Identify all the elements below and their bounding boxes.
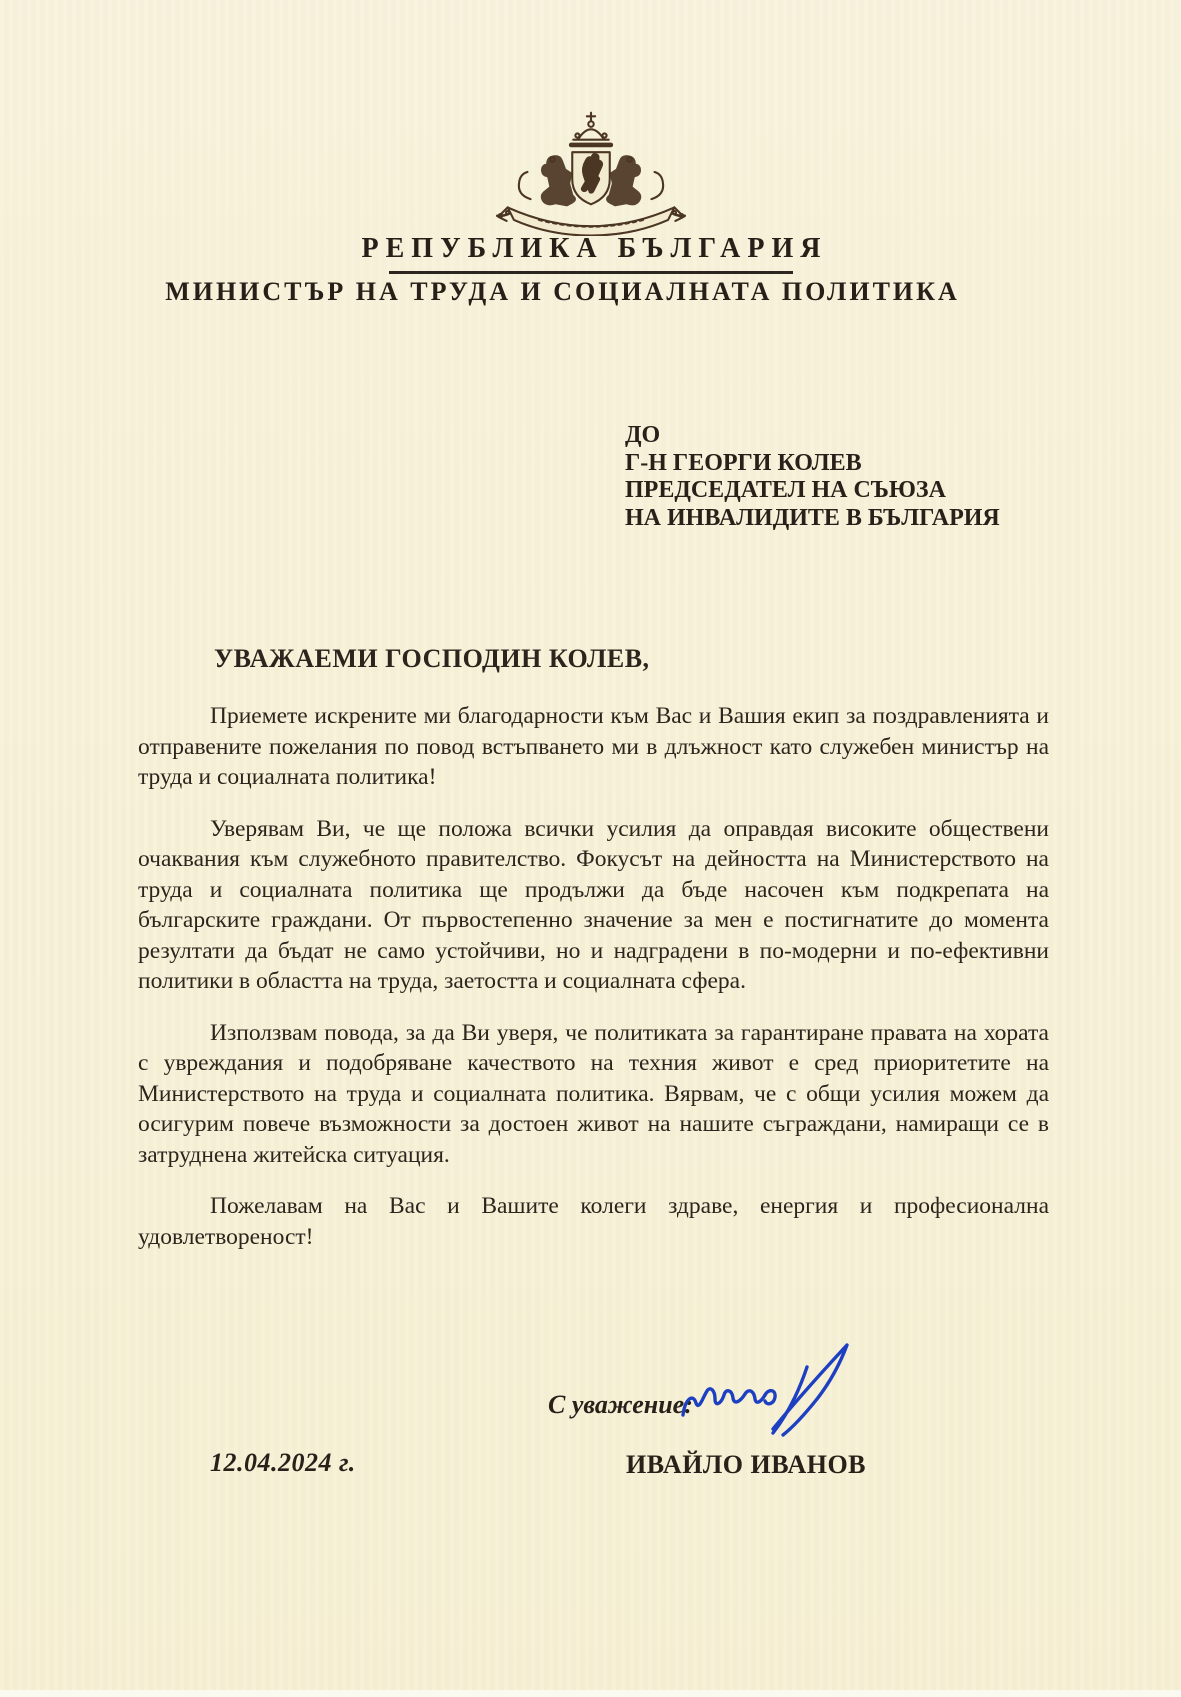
handwritten-signature-icon	[655, 1333, 867, 1451]
bulgarian-coat-of-arms-icon	[466, 108, 716, 236]
letter-date: 12.04.2024 г.	[210, 1448, 356, 1477]
recipient-line-name: Г-Н ГЕОРГИ КОЛЕВ	[625, 449, 862, 476]
signatory-name: ИВАЙЛО ИВАНОВ	[626, 1450, 867, 1479]
recipient-line-title2: НА ИНВАЛИДИТЕ В БЪЛГАРИЯ	[625, 504, 1000, 531]
scan-edge	[0, 1690, 1181, 1697]
recipient-block	[625, 422, 1000, 532]
closing-label: С уважение:	[548, 1390, 693, 1419]
letter-body	[138, 644, 1049, 1273]
salutation: УВАЖАЕМИ ГОСПОДИН КОЛЕВ,	[214, 644, 650, 673]
paragraph-1: Приемете искрените ми благодарности към Вас и Вашия екип за поздравленията и отправените пожелания по повод встъпването ми в длъжност като служебен министър на труда и социалната политика!	[138, 703, 1049, 790]
paragraph-2: Уверявам Ви, че ще положа всички усилия да оправдая високите обществени очаквания към служебното правителство. Фокусът на дейността на Министерството на труда и социалната политика ще продължи да бъде насочен към подкрепата на българските граждани. От първостепенно значение за мен е постигнатите до момента резултати да бъдат не само устойчиви, но и надградени в по-модерни и по-ефективни политики в областта на труда, заетостта и социалната сфера.	[138, 815, 1049, 994]
paragraph-4: Пожелавам на Вас и Вашите колеги здраве, енергия и професионална удовлетвореност!	[138, 1193, 1049, 1250]
recipient-line-to: ДО	[625, 422, 661, 448]
title-underline	[389, 271, 793, 274]
paragraph-3: Използвам повода, за да Ви уверя, че политиката за гарантиране правата на хората с увреждания и подобряване качеството на техния живот е сред приоритетите на Министерството на труда и социалната политика. Вярвам, че с общи усилия можем да осигурим повече възможности за достоен живот на нашите съграждани, намиращи се в затруднена житейска ситуация.	[138, 1019, 1049, 1168]
sender-title: МИНИСТЪР НА ТРУДА И СОЦИАЛНАТА ПОЛИТИКА	[165, 277, 960, 306]
country-title: РЕПУБЛИКА БЪЛГАРИЯ	[361, 233, 828, 264]
recipient-line-title1: ПРЕДСЕДАТЕЛ НА СЪЮЗА	[625, 477, 946, 503]
